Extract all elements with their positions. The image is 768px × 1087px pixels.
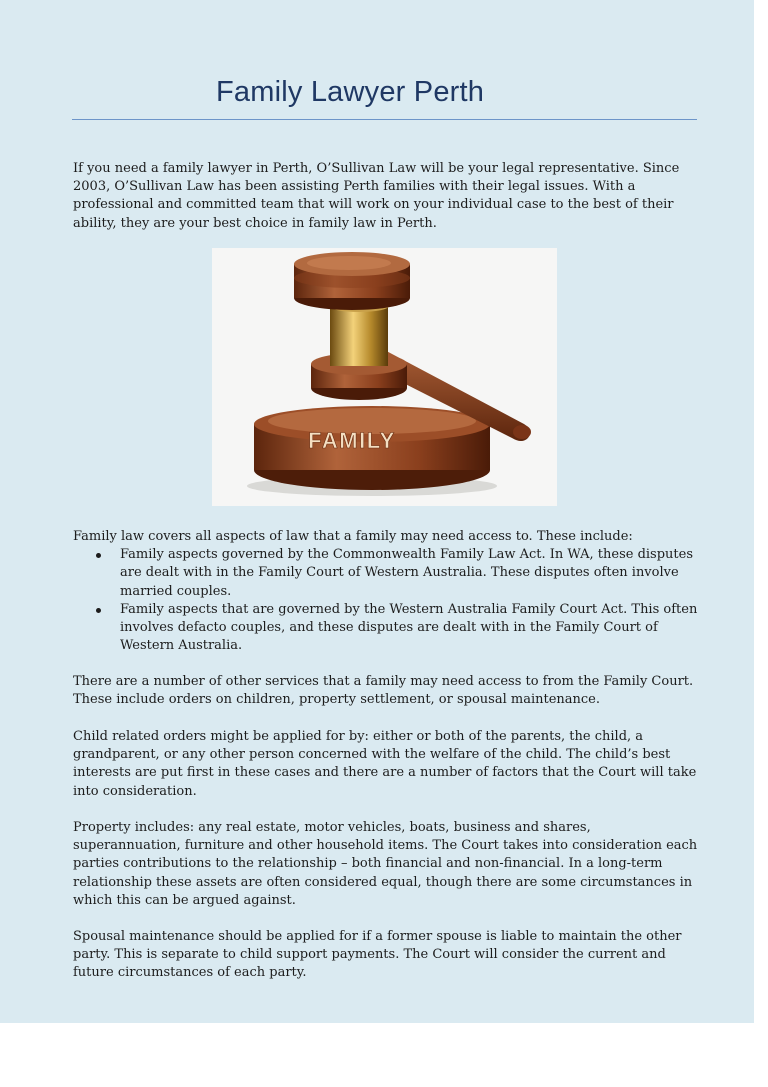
list-item — [73, 546, 698, 601]
title-divider — [72, 119, 697, 120]
page-title: Family Lawyer Perth — [216, 76, 485, 108]
intro-paragraph — [73, 160, 698, 233]
list-item-text: Family aspects that are governed by the Western Australia Family Court Act. This often involves defacto couples, and these disputes are dealt with in the Family Court of Western Australia. — [120, 601, 698, 654]
family-label: FAMILY — [308, 428, 396, 453]
services-paragraph — [73, 673, 698, 709]
intro-text: If you need a family lawyer in Perth, O’Sullivan Law will be your legal representative. Since 2003, O’Sullivan Law has been assisting Perth families with their legal issues. With a professional and committed team that will work on your individual case to the best of their ability, they are your best choice in family law in Perth. — [73, 161, 680, 231]
list-item-text: Family aspects governed by the Commonwealth Family Law Act. In WA, these disputes are dealt with in the Family Court of Western Australia. These disputes often involve married couples. — [120, 547, 694, 599]
paragraph-text: There are a number of other services that a family may need access to from the Family Court. These include orders on children, property settlement, or spousal maintenance. — [73, 674, 694, 708]
spousal-maintenance-paragraph — [73, 928, 698, 983]
gavel-illustration — [212, 248, 557, 506]
paragraph-text: Spousal maintenance should be applied for if a former spouse is liable to maintain the other party. This is separate to child support payments. The Court will consider the current and future circumstances of each party. — [73, 929, 682, 981]
law-scope-list — [73, 546, 698, 655]
bullet-icon — [96, 553, 101, 558]
bullet-icon — [96, 608, 101, 613]
child-orders-paragraph — [73, 728, 698, 801]
law-scope-section — [73, 528, 698, 655]
paragraph-text: Property includes: any real estate, motor vehicles, boats, business and shares, superannuation, furniture and other household items. The Court takes into consideration each parties contributions to the relationship – both financial and non-financial. In a long-term relationship these assets are often considered equal, though there are some circumstances in which this can be argued against. — [73, 820, 698, 908]
list-item — [73, 601, 698, 656]
gavel-image — [212, 248, 557, 506]
property-paragraph — [73, 819, 698, 910]
list-intro: Family law covers all aspects of law that a family may need access to. These include: — [73, 529, 633, 544]
gavel-head — [294, 252, 410, 400]
paragraph-text: Child related orders might be applied for by: either or both of the parents, the child, a grandparent, or any other person concerned with the welfare of the child. The child’s best interests are put first in these cases and there are a number of factors that the Court will take into consideration. — [73, 729, 697, 799]
